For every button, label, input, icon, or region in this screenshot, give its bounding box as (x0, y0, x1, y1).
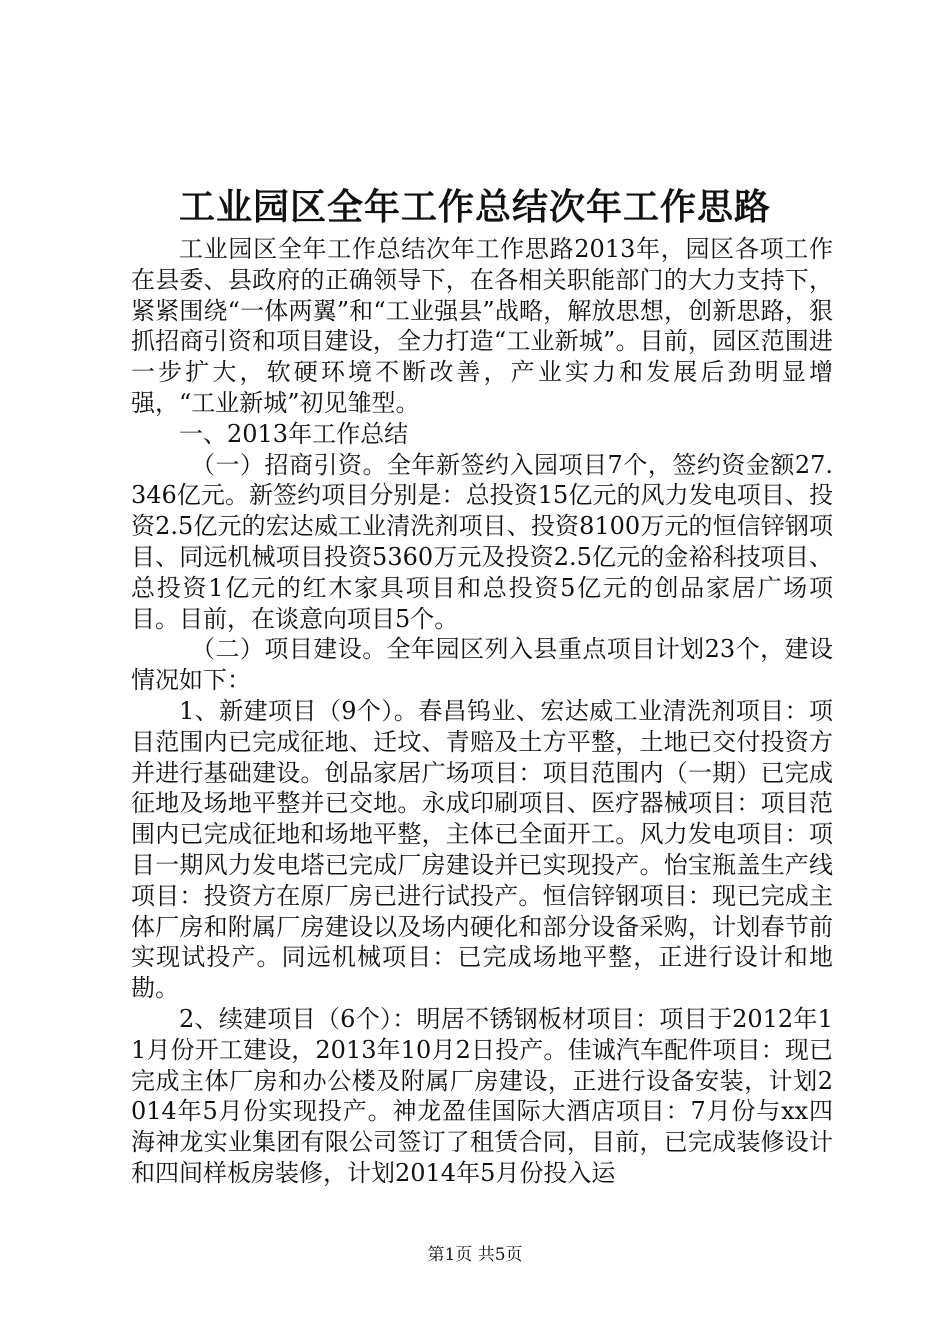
section-heading-2013-summary: 一、2013年工作总结 (179, 419, 409, 448)
project-construction-paragraph: （二）项目建设。全年园区列入县重点项目计划23个，建设情况如下： (131, 635, 833, 695)
document-body (131, 234, 833, 1189)
investment-paragraph: （一）招商引资。全年新签约入园项目7个，签约资金额27.346亿元。新签约项目分别是：总投资15亿元的风力发电项目、投资2.5亿元的宏达威工业清洗剂项目、投资8100万元的恒信锌钢项目、同远机械项目投资5360万元及投资2.5亿元的金裕科技项目、总投资1亿元的红木家具项目和总投资5亿元的创品家居广场项目。目前，在谈意向项目5个。 (131, 450, 833, 633)
document-title: 工业园区全年工作总结次年工作思路 (178, 187, 771, 228)
new-projects-paragraph: 1、新建项目（9个）。春昌钨业、宏达威工业清洗剂项目：项目范围内已完成征地、迁坟、青赔及土方平整，土地已交付投资方并进行基础建设。创品家居广场项目：项目范围内（一期）已完成征地及场地平整并已交地。永成印刷项目、医疗器械项目：项目范围内已完成征地和场地平整，主体已全面开工。风力发电项目：项目一期风力发电塔已完成厂房建设并已实现投产。怡宝瓶盖生产线项目：投资方在原厂房已进行试投产。恒信锌钢项目：现已完成主体厂房和附属厂房建设以及场内硬化和部分设备采购，计划春节前实现试投产。同远机械项目：已完成场地平整，正进行设计和地勘。 (131, 696, 833, 1003)
continuing-projects-paragraph: 2、续建项目（6个）：明居不锈钢板材项目：项目于2012年11月份开工建设，2013年10月2日投产。佳诚汽车配件项目：现已完成主体厂房和办公楼及附属厂房建设，正进行设备安装，计划2014年5月份实现投产。神龙盈佳国际大酒店项目：7月份与xx四海神龙实业集团有限公司签订了租赁合同，目前，已完成装修设计和四间样板房装修，计划2014年5月份投入运 (131, 1004, 833, 1187)
page-footer: 第1页 共5页 (427, 1245, 523, 1265)
intro-paragraph: 工业园区全年工作总结次年工作思路2013年，园区各项工作在县委、县政府的正确领导下，在各相关职能部门的大力支持下，紧紧围绕“一体两翼”和“工业强县”战略，解放思想，创新思路，狠抓招商引资和项目建设，全力打造“工业新城”。目前，园区范围进一步扩大，软硬环境不断改善，产业实力和发展后劲明显增强，“工业新城”初见雏型。 (131, 235, 833, 417)
